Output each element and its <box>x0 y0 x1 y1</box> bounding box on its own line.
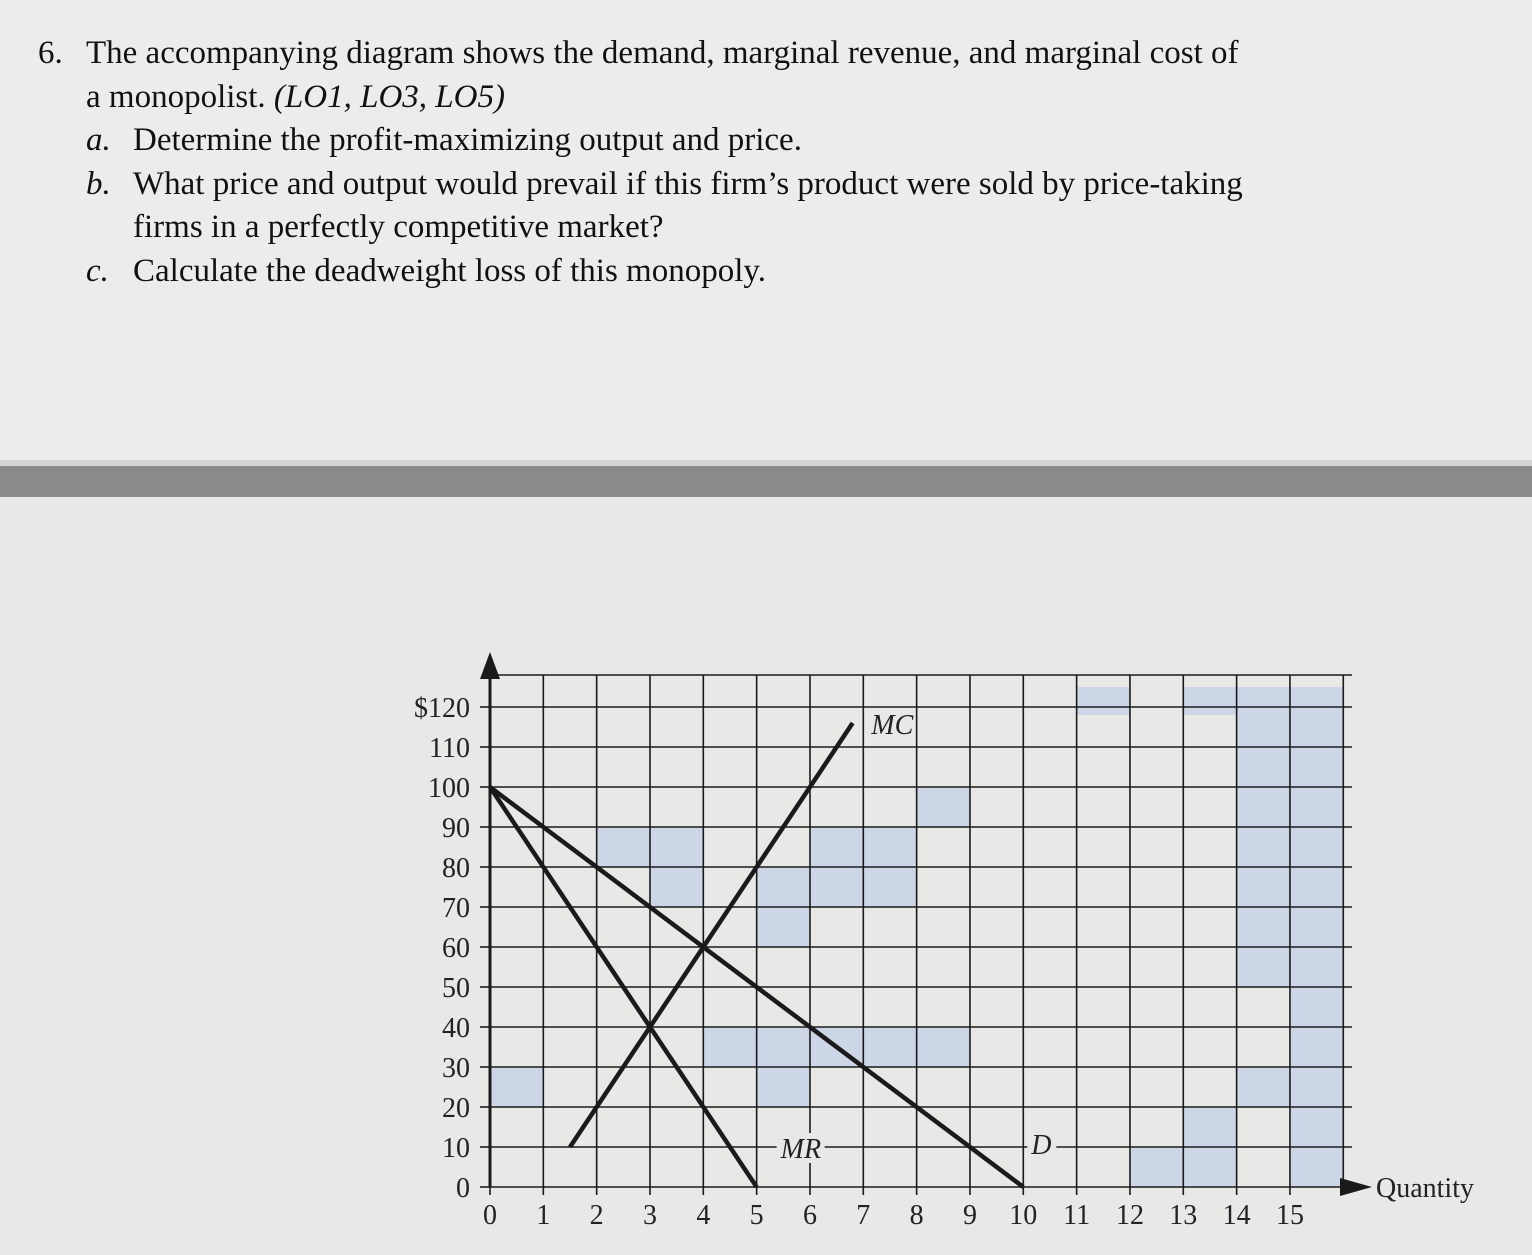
y-tick-label: 50 <box>442 973 470 1004</box>
y-tick-label: 20 <box>442 1093 470 1124</box>
y-tick-label: 70 <box>442 893 470 924</box>
x-tick-label: 1 <box>536 1200 551 1231</box>
shaded-cell <box>917 787 970 827</box>
y-tick-label: 110 <box>429 733 470 764</box>
part-a-text: Determine the profit-maximizing output and price. <box>133 122 802 158</box>
x-tick-label: 15 <box>1275 1200 1304 1231</box>
question-intro-text: a monopolist. <box>86 79 266 115</box>
shaded-cell <box>1183 687 1343 715</box>
x-tick-label: 7 <box>856 1200 871 1231</box>
shaded-cell <box>1077 687 1130 715</box>
question-block <box>0 0 1532 462</box>
y-tick-label: 90 <box>442 813 470 844</box>
part-a-label: a. <box>86 122 111 158</box>
y-tick-label: 60 <box>442 933 470 964</box>
x-tick-label: 13 <box>1169 1200 1198 1231</box>
x-tick-label: 11 <box>1063 1200 1091 1231</box>
y-tick-label: 80 <box>442 853 470 884</box>
x-tick-label: 14 <box>1222 1200 1251 1231</box>
x-tick-label: 4 <box>696 1200 711 1231</box>
mc-label: MC <box>871 710 914 741</box>
y-tick-label: 10 <box>442 1133 470 1164</box>
y-tick-label: 30 <box>442 1053 470 1084</box>
x-tick-label: 5 <box>749 1200 764 1231</box>
y-axis-arrow-icon <box>480 652 500 679</box>
y-tick-label: 40 <box>442 1013 470 1044</box>
shaded-cell <box>490 1067 543 1107</box>
part-c-text: Calculate the deadweight loss of this monopoly. <box>133 253 766 289</box>
mr-label: MR <box>780 1134 822 1165</box>
x-tick-label: 6 <box>802 1200 817 1231</box>
part-b-text-line1: What price and output would prevail if this firm’s product were sold by price-taking <box>133 166 1243 202</box>
monopoly-diagram <box>0 497 1532 1255</box>
question-intro-line2 <box>86 75 505 119</box>
x-tick-label: 3 <box>642 1200 657 1231</box>
x-tick-label: 2 <box>589 1200 604 1231</box>
d-label: D <box>1031 1130 1052 1161</box>
x-axis-arrow-icon <box>1340 1178 1372 1196</box>
question-intro-line1: The accompanying diagram shows the demand, marginal revenue, and marginal cost of <box>86 35 1239 71</box>
shaded-cell <box>757 1067 810 1107</box>
y-tick-label: 100 <box>428 773 470 804</box>
shaded-cell <box>1237 1067 1290 1107</box>
learning-objectives: (LO1, LO3, LO5) <box>273 79 505 115</box>
part-c-label: c. <box>86 253 109 289</box>
y-tick-label: 0 <box>456 1173 470 1204</box>
y-tick-label: $120 <box>414 693 470 724</box>
x-axis-title: Quantity <box>1376 1173 1474 1204</box>
x-tick-label: 8 <box>909 1200 924 1231</box>
x-tick-label: 0 <box>483 1200 497 1231</box>
x-tick-label: 10 <box>1009 1200 1038 1231</box>
shaded-cell <box>650 867 703 907</box>
x-tick-label: 12 <box>1115 1200 1144 1231</box>
question-number: 6. <box>38 35 63 71</box>
part-b-label: b. <box>86 166 111 202</box>
part-b-text-line2: firms in a perfectly competitive market? <box>133 209 664 245</box>
x-tick-label: 9 <box>962 1200 977 1231</box>
shaded-cell <box>1130 1147 1183 1187</box>
panel-divider <box>0 466 1532 497</box>
figure-panel <box>0 497 1532 1255</box>
shaded-cell <box>1290 987 1343 1187</box>
